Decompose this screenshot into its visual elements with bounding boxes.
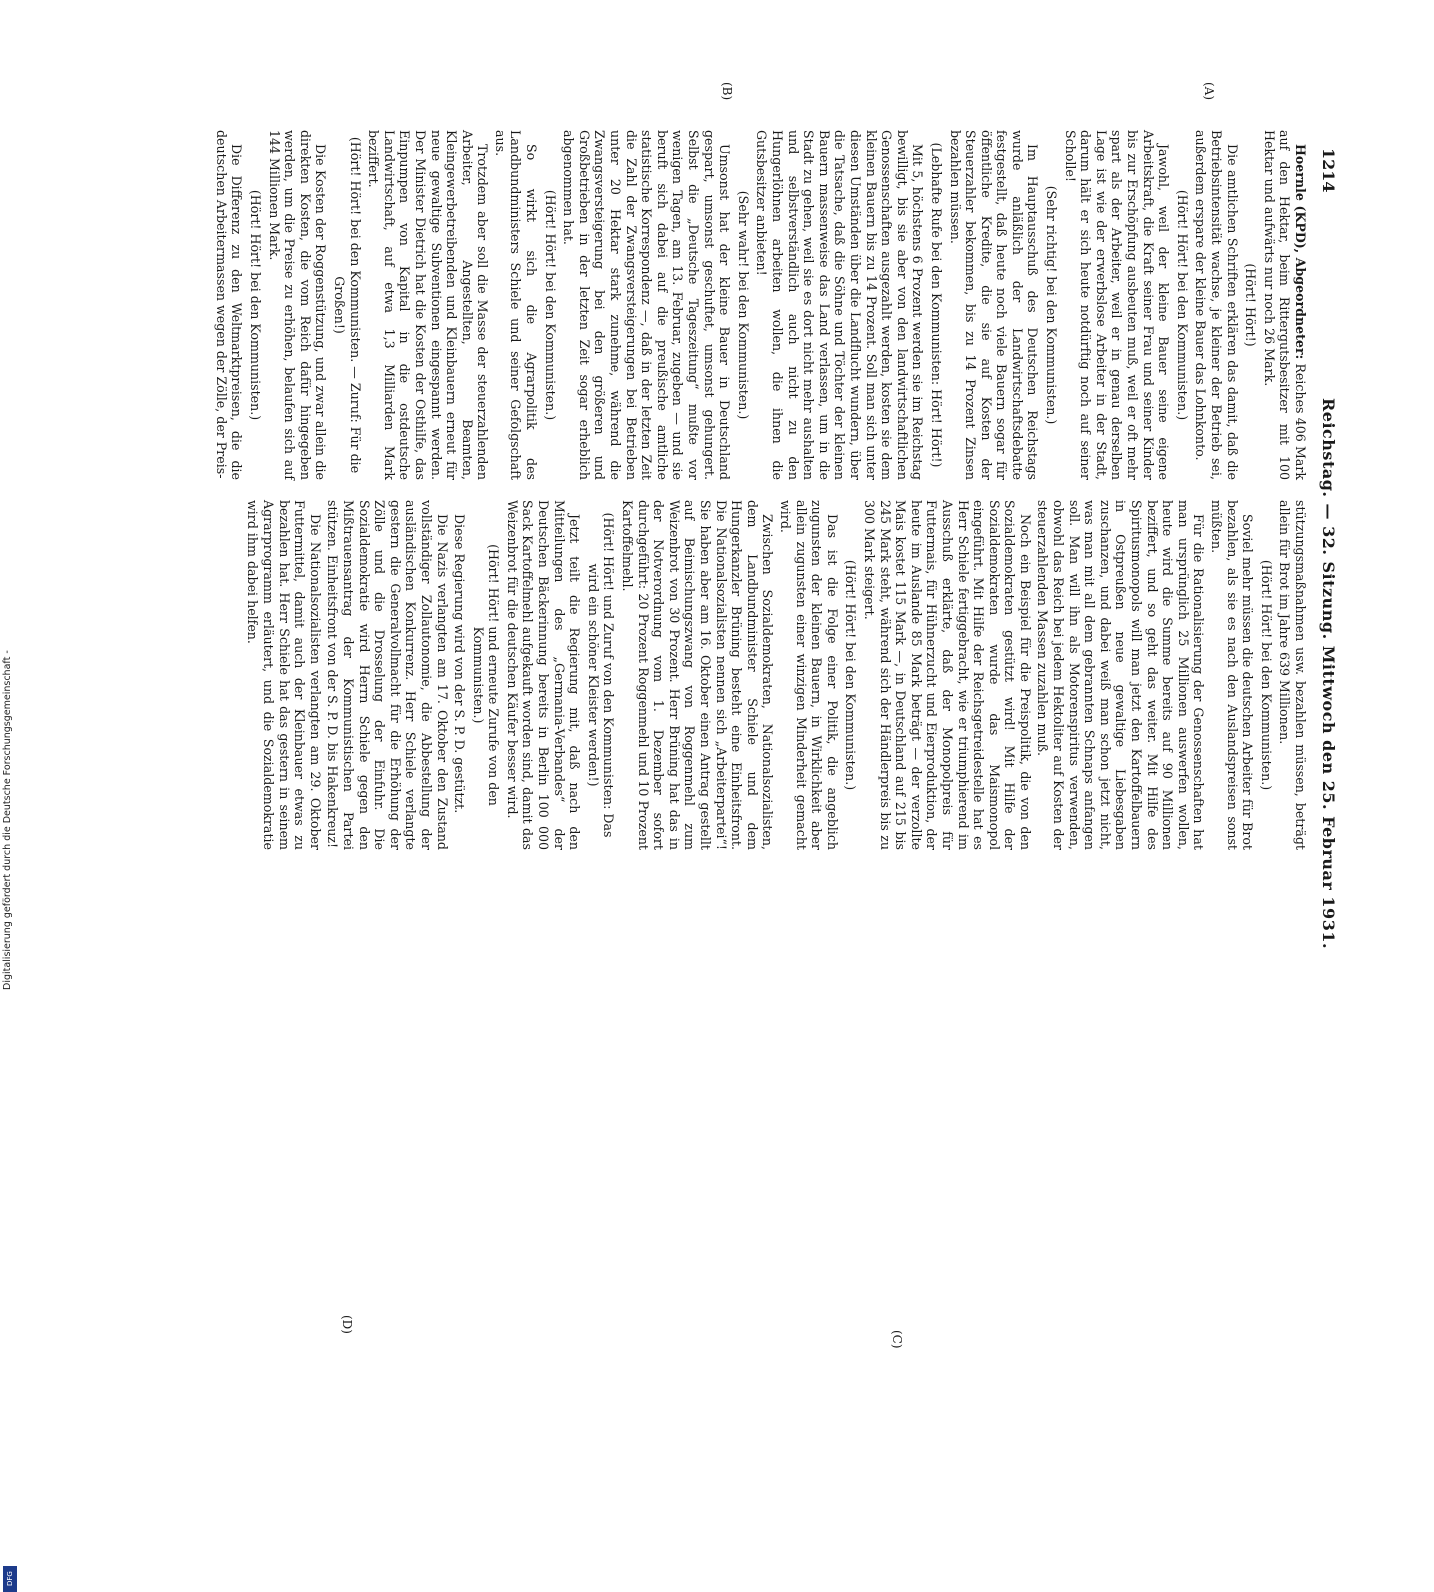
paragraph: Die Nazis verlangten am 17. Oktober den Zustand vollständiger Zollautonomie, die Abbestellung der ausländischen Konkurrenz. Herr Schiele verlangte gestern die Generalvollmacht für die Erhöhung der Zölle und die Drosselung der Einfuhr. Die Sozialdemokratie wird Herrn Schiele gegen den Mißtrauensantrag der Kommunistischen Partei stützen. Einheitsfront von der S. P. D. bis Hakenkreuz! [325,500,450,850]
margin-mark-b: (B) [720,82,734,101]
interjection: (Sehr wahr! bei den Kommunisten.) [735,190,751,420]
paragraph: Im Hauptausschuß des Deutschen Reichstags wurde anläßlich der Landwirtschaftsdebatte festgestellt, daß heute noch viele Bauern sogar für öffentliche Kredite, die sie auf Kosten der Steuerzahler bekommen, bis zu 14 Prozent Zinsen bezahlen müssen. [947,130,1041,480]
interjection: (Hört! Hört! bei den Kommunisten.) [248,189,263,421]
paragraph: stützungsmaßnahmen usw. bezahlen müssen, beträgt allein für Brot im Jahre 639 Millionen. [1277,500,1308,850]
footer-credit-text: Digitalisierung gefördert durch die Deutsche Forschungsgemeinschaft - [2,650,13,990]
interjection: (Sehr richtig! bei den Kommunisten.) [1044,185,1060,425]
page-number: 1214 [1319,148,1338,193]
margin-mark-c: (C) [890,1330,904,1349]
paragraph: Diese Regierung wird von der S. P. D. gestützt. [452,514,468,814]
paragraph: Die Nationalsozialisten verlangten am 29. Oktober Futtermittel, damit auch der Kleinbauer etwas zu bezahlen hat. Herr Schiele hat das gestern in seinem Agrarprogramm erläutert, und die Sozialdemokratie wird ihm dabei helfen. [245,500,323,850]
paragraph: Das ist die Folge einer Politik, die angeblich zugunsten der kleinen Bauern, in Wirklichkeit aber allein zugunsten einer winzigen Minderheit gemacht wird. [778,500,840,850]
paragraph: Die Differenz zu den Weltmarktpreisen, die die deutschen Arbeitermassen wegen der Zölle, der Preis- [213,130,245,480]
paragraph [1261,130,1308,480]
page-title: Reichstag. — 32. Sitzung. Mittwoch den 25. Februar 1931. [1319,398,1338,950]
interjection: (Hört! Hört! bei den Kommunisten.) [1174,189,1190,421]
interjection: (Hört! Hört! bei den Kommunisten. — Zuruf: Für die Großen!) [331,136,363,474]
interjection: (Hört! Hört! und erneute Zurufe von den Kommunisten.) [470,544,502,806]
paragraph: Die amtlichen Schriften erklären das damit, daß die Betriebsintensität wachse, je kleiner der Betrieb sei, außerdem erspare der kleine Bauer das Lohnkonto. [1193,130,1240,480]
page-header [1316,148,1338,1348]
paragraph: Noch ein Beispiel für die Preispolitik, die von den Sozialdemokraten gestützt wird! Mit Hilfe der Sozialdemokraten wurde das Maismonopol eingeführt. Mit Hilfe der Reichsgetreidestelle hat es Herr Schiele fertiggebracht, wie er triumphierend im Ausschuß erklärte, daß der Monopolpreis für Futtermais, für Hühnerzucht und Eierproduktion, der heute im Auslande 85 Mark beträgt — der verzollte Mais kostet 115 Mark —, in Deutschland auf 215 bis 245 Mark steht, während sich der Händlerpreis bis zu 300 Mark steigert. [861,500,1033,850]
dfg-logo-icon: DFG [3,1566,17,1592]
paragraph: Jetzt teilt die Regierung mit, daß nach den Mitteilungen des „Germania-Verbandes“ der Deutschen Bäckerinnung bereits in Berlin 100 000 Sack Kartoffelmehl aufgekauft worden sind, damit das Weizenbrot für die deutschen Käufer besser wird. [504,500,583,850]
speech-text: Reiches 406 Mark auf den Hektar, beim Rittergutsbesitzer mit 100 Hektar und aufwärts nur noch 26 Mark. [1261,130,1308,480]
paragraph: Umsonst hat der kleine Bauer in Deutschland gespart, umsonst geschuftet, umsonst gehungert. Selbst die „Deutsche Tageszeitung“ mußte vor wenigen Tagen, am 13. Februar, zugeben — und sie beruft sich dabei auf die preußische amtliche statistische Korrespondenz —, daß in der letzten Zeit die Zahl der Zwangsversteigerungen bei Betrieben unter 20 Hektar stark zunehme, während die Zwangsversteigerung bei den größeren und Großbetrieben in der letzten Zeit sogar erheblich abgenommen hat. [561,130,733,480]
paragraph: Soviel mehr müssen die deutschen Arbeiter für Brot bezahlen, als sie es nach den Auslandspreisen sonst müßten. [1209,500,1256,850]
margin-mark-d: (D) [340,1315,354,1334]
speaker-name: Hoernle (KPD), Abgeordneter: [1293,144,1308,360]
paragraph: Jawohl, weil der kleine Bauer seine eigene Arbeitskraft, die Kraft seiner Frau und seiner Kinder bis zur Erschöpfung ausbeuten muß, weil er oft mehr spart als der Arbeiter, weil er in genau derselben Lage ist wie der erwerbslose Arbeiter in der Stadt, darum hält er sich heute notdürftig noch auf seiner Scholle! [1062,130,1172,480]
paragraph: Für die Rationalisierung der Genossenschaften hat man ursprünglich 25 Millionen auswerfen wollen, heute wird die Summe bereits auf 90 Millionen beziffert, und so geht das weiter. Mit Hilfe des Spiritusmonopols will man jetzt den Kartoffelbauern in Ostpreußen neue gewaltige Liebesgaben zuschanzen, und dabei weiß man schon jetzt nicht, was man mit all dem gebrannten Schnaps anfangen soll. Man will ihn als Motorenspiritus verwenden, obwohl das Reich bei jedem Hektoliter auf Kosten der steuerzahlenden Massen zuzahlen muß. [1035,500,1207,850]
interjection: (Hört! Hört! bei den Kommunisten.) [843,559,859,791]
paragraph: Zwischen Sozialdemokraten, Nationalsozialisten, dem Landbundminister Schiele und dem Hungerkanzler Brüning besteht eine Einheitsfront. Die Nationalsozialisten nennen sich „Arbeiterpartei“! Sie haben aber am 16. Oktober einen Antrag gestellt auf Beimischungszwang von Roggenmehl zum Weizenbrot von 30 Prozent. Herr Brüning hat das in der Notverordnung vom 1. Dezember sofort durchgeführt: 20 Prozent Roggenmehl und 10 Prozent Kartoffelmehl. [620,500,776,850]
interjection: (Hört! Hört!) [1243,263,1259,347]
right-text-column [245,500,1308,850]
digitization-footer [0,600,20,1587]
interjection: (Hört! Hört! und Zuruf von den Kommunisten: Das wird ein schöner Kleister werden!) [585,512,617,838]
margin-mark-a: (A) [1202,82,1216,101]
left-text-column [213,130,1308,480]
paragraph: Mit 5, höchstens 6 Prozent werden sie im Reichstag bewilligt, bis sie aber von den landwirtschaftlichen Genossenschaften ausgezahlt werden, kosten sie dem kleinen Bauern bis zu 14 Prozent. Soll man sich unter diesen Umständen über die Landflucht wundern, über die Tatsache, daß die Söhne und Töchter der kleinen Bauern massenweise das Land verlassen, um in die Stadt zu gehen, weil sie es dort nicht mehr aushalten und selbstverständlich auch nicht zu den Hungerlöhnen arbeiten wollen, die ihnen die Gutsbesitzer anbieten! [754,130,926,480]
paragraph: Trotzdem aber soll die Masse der steuerzahlenden Arbeiter, Angestellten, Beamten, Kleingewerbetreibenden und Kleinbauern erneut für neue gewaltige Subventionen eingespannt werden. Der Minister Dietrich hat die Kosten der Osthilfe, das Einpumpen von Kapital in die ostdeutsche Landwirtschaft, auf etwa 1,3 Milliarden Mark beziffert. [366,130,491,480]
paragraph: Die Kosten der Roggenstützung, und zwar allein die direkten Kosten, die vom Reich dafür hingegeben werden, um die Preise zu erhöhen, belaufen sich auf 144 Millionen Mark. [266,130,329,480]
interjection: (Lebhafte Rufe bei den Kommunisten: Hört! Hört!) [928,142,944,468]
interjection: (Hört! Hört! bei den Kommunisten.) [1258,559,1274,791]
interjection: (Hört! Hört! bei den Kommunisten.) [542,189,558,421]
paragraph: So wirkt sich die Agrarpolitik des Landbundministers Schiele und seiner Gefolgschaft aus. [492,130,540,480]
